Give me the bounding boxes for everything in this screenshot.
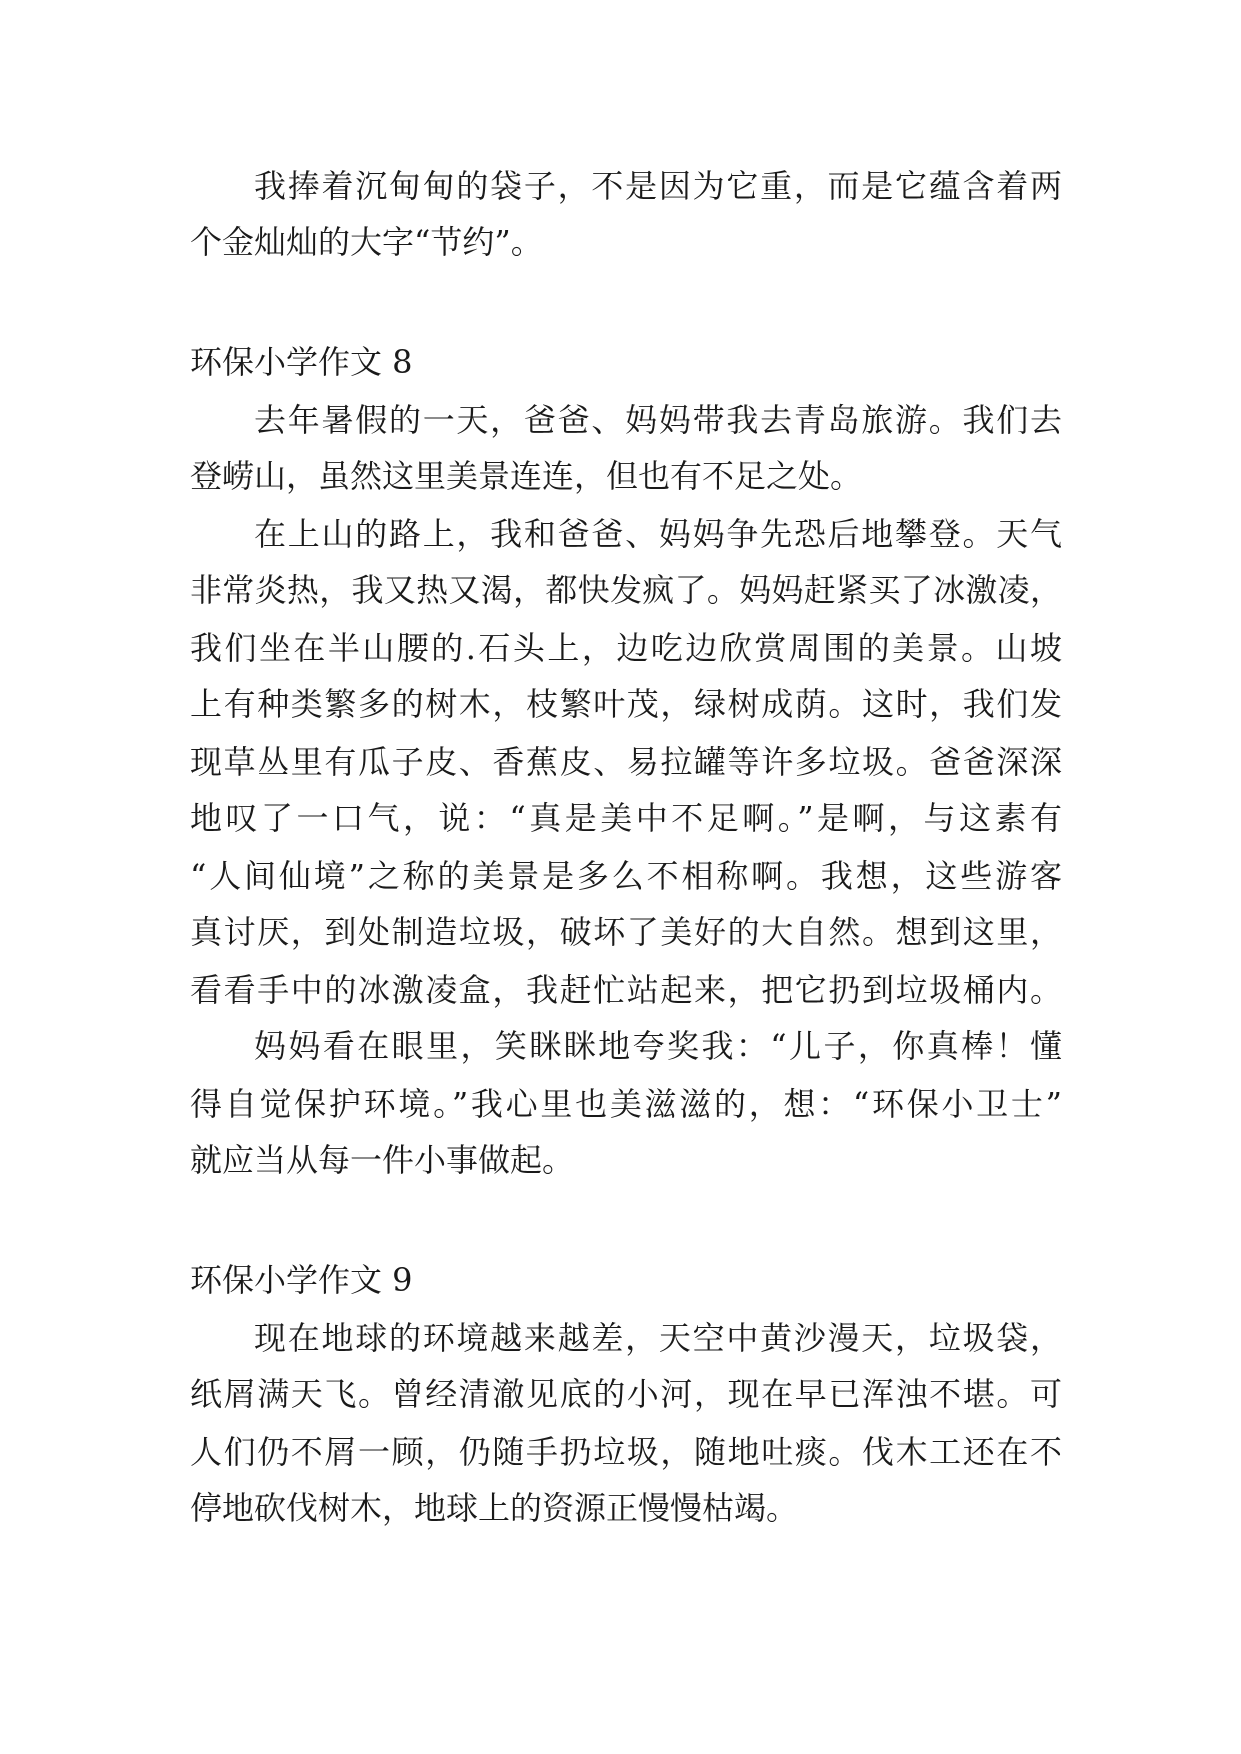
paragraph-line: 纸屑满天飞。曾经清澈见底的小河，现在早已浑浊不堪。可 <box>190 1375 1062 1413</box>
paragraph-line: 登崂山，虽然这里美景连连，但也有不足之处。 <box>190 457 863 495</box>
paragraph-line: 非常炎热，我又热又渴，都快发疯了。妈妈赶紧买了冰激凌， <box>190 571 1062 609</box>
paragraph-line: 在上山的路上，我和爸爸、妈妈争先恐后地攀登。天气 <box>254 515 1062 553</box>
paragraph-line: 得自觉保护环境。”我心里也美滋滋的，想：“环保小卫士” <box>190 1085 1062 1123</box>
paragraph-line: “人间仙境”之称的美景是多么不相称啊。我想，这些游客 <box>190 857 1062 895</box>
paragraph-line: 就应当从每一件小事做起。 <box>190 1141 575 1179</box>
paragraph-line: 真讨厌，到处制造垃圾，破坏了美好的大自然。想到这里， <box>190 913 1062 951</box>
paragraph-line: 地叹了一口气，说：“真是美中不足啊。”是啊，与这素有 <box>190 799 1062 837</box>
paragraph-line: 停地砍伐树木，地球上的资源正慢慢枯竭。 <box>190 1489 799 1527</box>
paragraph-line: 人们仍不屑一顾，仍随手扔垃圾，随地吐痰。伐木工还在不 <box>190 1433 1062 1471</box>
paragraph-line: 现草丛里有瓜子皮、香蕉皮、易拉罐等许多垃圾。爸爸深深 <box>190 743 1062 781</box>
paragraph-line: 我捧着沉甸甸的袋子，不是因为它重，而是它蕴含着两 <box>254 167 1062 205</box>
paragraph-line: 现在地球的环境越来越差，天空中黄沙漫天，垃圾袋， <box>254 1319 1062 1357</box>
paragraph-line: 看看手中的冰激凌盒，我赶忙站起来，把它扔到垃圾桶内。 <box>190 971 1062 1009</box>
paragraph-line: 妈妈看在眼里，笑眯眯地夸奖我：“儿子，你真棒！懂 <box>254 1027 1062 1065</box>
paragraph-line: 个金灿灿的大字“节约”。 <box>190 223 543 261</box>
paragraph-line: 上有种类繁多的树木，枝繁叶茂，绿树成荫。这时，我们发 <box>190 685 1062 723</box>
paragraph-line: 去年暑假的一天，爸爸、妈妈带我去青岛旅游。我们去 <box>254 401 1062 439</box>
section-heading: 环保小学作文 8 <box>190 343 413 381</box>
paragraph-line: 我们坐在半山腰的.石头上，边吃边欣赏周围的美景。山坡 <box>190 629 1062 667</box>
section-heading: 环保小学作文 9 <box>190 1261 413 1299</box>
